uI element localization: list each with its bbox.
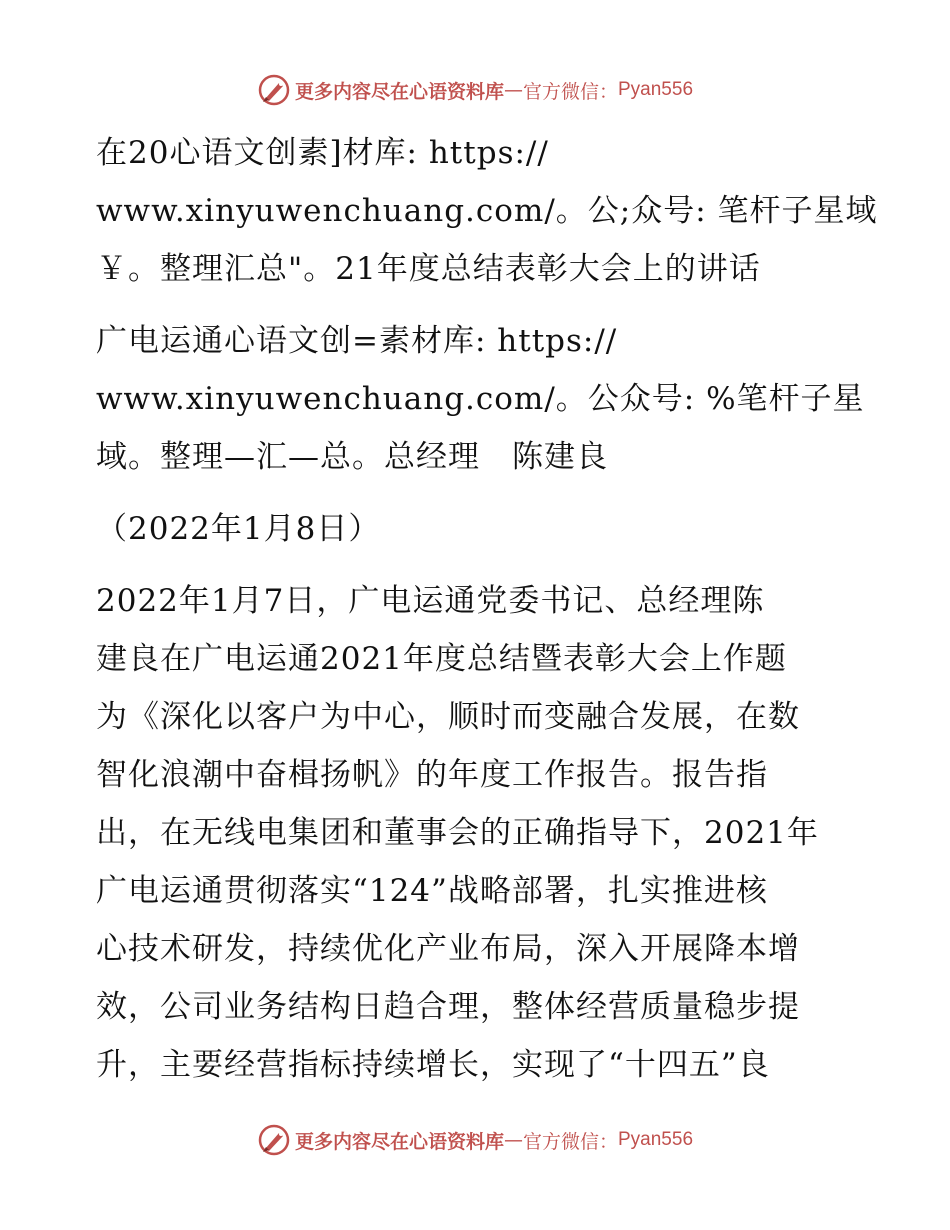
text-line: 广电运通心语文创=素材库: https:// [96, 323, 618, 359]
text-line: ￥。整理汇总"。21年度总结表彰大会上的讲话 [96, 251, 761, 287]
pen-logo-icon [257, 1123, 291, 1157]
text-line: 升，主要经营指标持续增长，实现了“十四五”良 [96, 1047, 770, 1083]
text-line: 广电运通贯彻落实“124”战略部署，扎实推进核 [96, 873, 768, 909]
watermark-banner-top [0, 70, 950, 110]
watermark-wechat-id: Pyan556 [618, 79, 694, 100]
date-line: （2022年1月8日） [96, 511, 381, 547]
text-line: 效，公司业务结构日趋合理，整体经营质量稳步提 [96, 989, 800, 1025]
text-line: 在20心语文创素]材库: https:// [96, 135, 549, 171]
watermark-sub-text: 官方微信： [522, 80, 618, 103]
text-line: 建良在广电运通2021年度总结暨表彰大会上作题 [96, 641, 787, 677]
text-line: 智化浪潮中奋楫扬帆》的年度工作报告。报告指 [96, 757, 768, 793]
pen-logo-icon [257, 73, 291, 107]
text-line: 心技术研发，持续优化产业布局，深入开展降本增 [96, 931, 800, 967]
document-body [96, 124, 878, 1094]
watermark-main-text: 更多内容尽在心语资料库 [294, 80, 504, 103]
watermark-sub-text: 官方微信： [522, 1130, 618, 1153]
text-line: www.xinyuwenchuang.com/。公众号: %笔杆子星 [96, 381, 865, 417]
watermark-wechat-id: Pyan556 [618, 1129, 694, 1150]
text-line: 域。整理—汇—总。总经理 陈建良 [96, 439, 608, 475]
watermark-separator: — [503, 79, 523, 101]
text-line: 2022年1月7日，广电运通党委书记、总经理陈 [96, 583, 765, 619]
text-line: www.xinyuwenchuang.com/。公;众号: 笔杆子星域 [96, 193, 878, 229]
text-line: 为《深化以客户为中心，顺时而变融合发展，在数 [96, 699, 800, 735]
watermark-separator: — [503, 1129, 523, 1151]
watermark-banner-bottom [0, 1120, 950, 1160]
watermark-main-text: 更多内容尽在心语资料库 [294, 1130, 504, 1153]
text-line: 出，在无线电集团和董事会的正确指导下，2021年 [96, 815, 819, 851]
